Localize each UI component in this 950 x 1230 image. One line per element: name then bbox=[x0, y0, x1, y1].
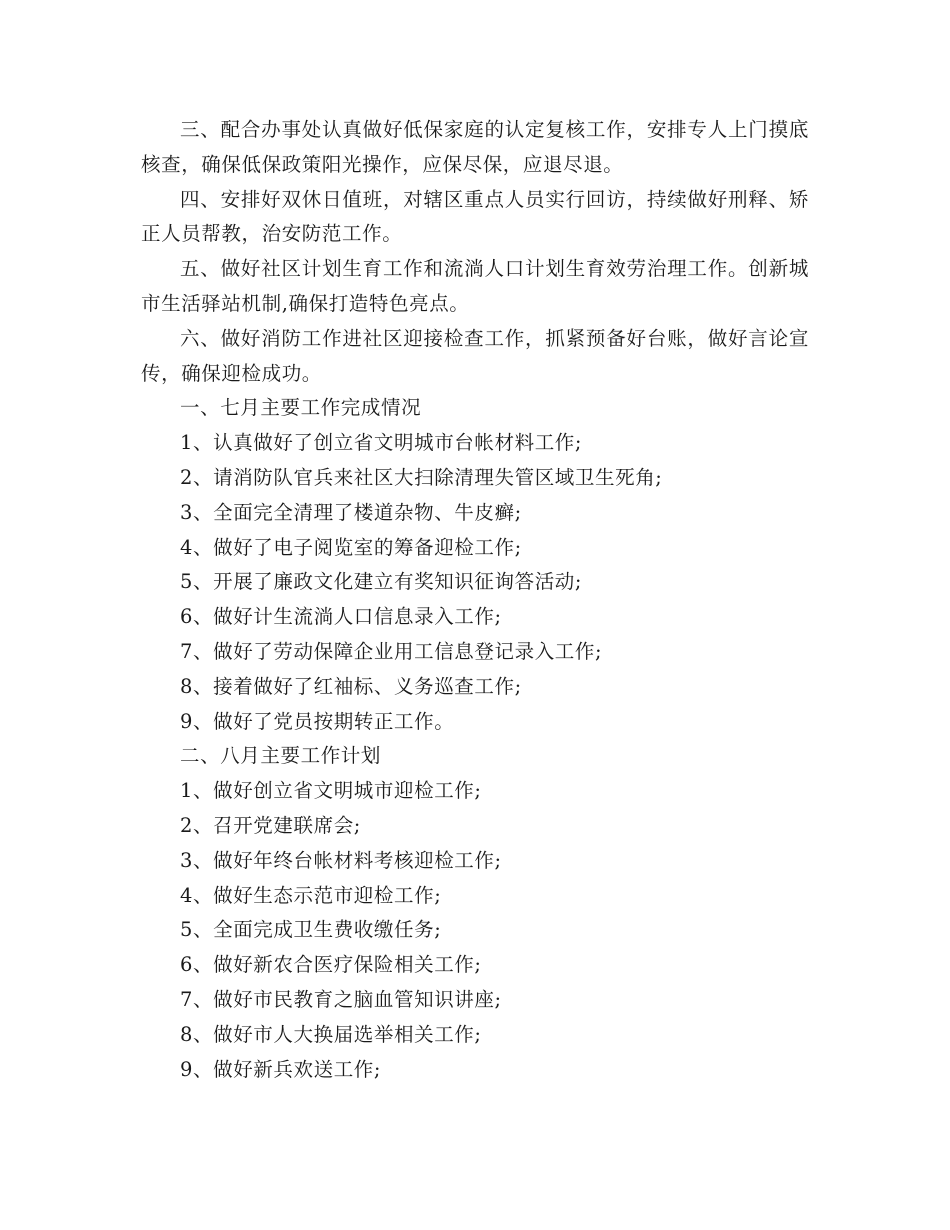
list-item: 1、认真做好了创立省文明城市台帐材料工作; bbox=[180, 431, 583, 455]
section-heading-august: 二、八月主要工作计划 bbox=[180, 744, 382, 768]
list-item: 2、请消防队官兵来社区大扫除清理失管区域卫生死角; bbox=[180, 465, 663, 489]
list-item: 9、做好了党员按期转正工作。 bbox=[180, 709, 455, 733]
list-item: 1、做好创立省文明城市迎检工作; bbox=[180, 779, 482, 803]
paragraph-family-planning: 五、做好社区计划生育工作和流淌人口计划生育效劳治理工作。创新城市生活驿站机制,确保打造特色亮点。 bbox=[141, 257, 809, 315]
list-item: 9、做好新兵欢送工作; bbox=[180, 1057, 382, 1081]
paragraph-weekend-duty: 四、安排好双休日值班，对辖区重点人员实行回访，持续做好刑释、矫正人员帮教，治安防范工作。 bbox=[141, 187, 809, 246]
list-item: 6、做好新农合医疗保险相关工作; bbox=[180, 953, 482, 977]
list-item: 3、做好年终台帐材料考核迎检工作; bbox=[180, 848, 502, 872]
list-item: 8、接着做好了红袖标、义务巡查工作; bbox=[180, 674, 522, 698]
list-item: 7、做好市民教育之脑血管知识讲座; bbox=[180, 987, 502, 1011]
list-item: 6、做好计生流淌人口信息录入工作; bbox=[180, 605, 502, 629]
paragraph-fire-safety: 六、做好消防工作进社区迎接检查工作，抓紧预备好台账，做好言论宣传，确保迎检成功。 bbox=[141, 326, 809, 385]
list-item: 4、做好生态示范市迎检工作; bbox=[180, 883, 442, 907]
list-item: 4、做好了电子阅览室的筹备迎检工作; bbox=[180, 535, 522, 559]
paragraph-low-income-review: 三、配合办事处认真做好低保家庭的认定复核工作，安排专人上门摸底核查，确保低保政策阳光操作，应保尽保，应退尽退。 bbox=[141, 118, 809, 176]
document-body bbox=[141, 113, 809, 1087]
list-item: 7、做好了劳动保障企业用工信息登记录入工作; bbox=[180, 639, 603, 663]
list-item: 5、全面完成卫生费收缴任务; bbox=[180, 918, 442, 942]
list-item: 2、召开党建联席会; bbox=[180, 813, 361, 837]
list-item: 5、开展了廉政文化建立有奖知识征询答活动; bbox=[180, 570, 583, 594]
list-item: 3、全面完全清理了楼道杂物、牛皮癣; bbox=[180, 500, 522, 524]
section-heading-july: 一、七月主要工作完成情况 bbox=[180, 396, 422, 420]
list-item: 8、做好市人大换届选举相关工作; bbox=[180, 1022, 482, 1046]
